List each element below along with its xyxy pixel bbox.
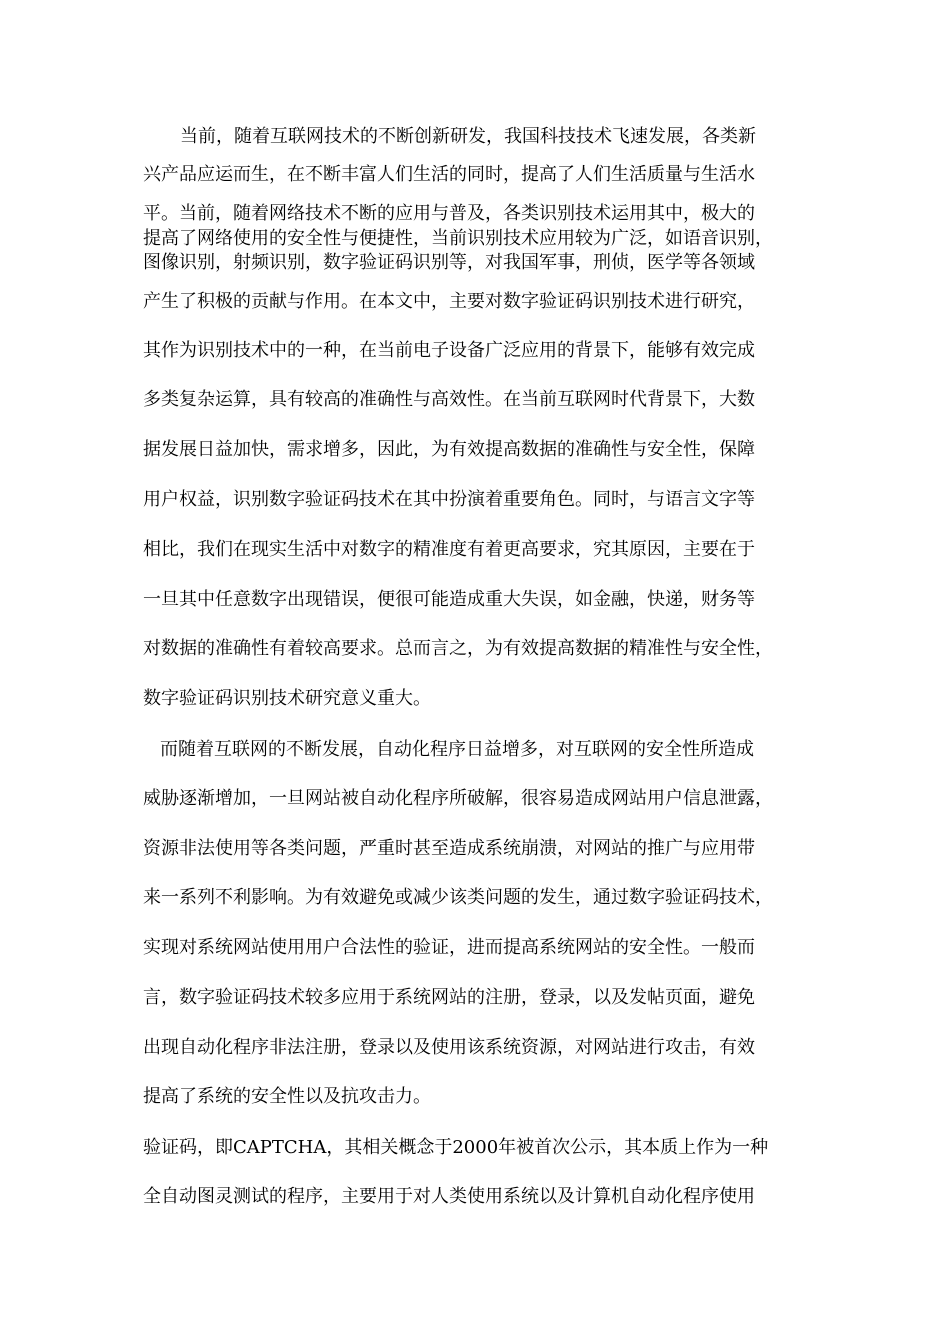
paragraph-line: 用户权益，识别数字验证码技术在其中扮演着重要角色。同时，与语言文字等 — [143, 489, 755, 510]
paragraph-line: 相比，我们在现实生活中对数字的精准度有着更高要求，究其原因，主要在于 — [143, 539, 755, 560]
paragraph-text-serif: 2000 — [452, 1137, 499, 1158]
paragraph-line: 一旦其中任意数字出现错误，便很可能造成重大失误，如金融，快递，财务等 — [143, 589, 755, 610]
paragraph-line: 其作为识别技术中的一种，在当前电子设备广泛应用的背景下，能够有效完成 — [143, 340, 755, 361]
paragraph-line: 平。当前，随着网络技术不断的应用与普及，各类识别技术运用其中，极大的 — [143, 203, 755, 224]
paragraph-text-serif: CAPTCHA — [233, 1137, 327, 1158]
paragraph-line: 提高了网络使用的安全性与便捷性，当前识别技术应用较为广泛，如语音识别， — [143, 228, 773, 249]
paragraph-line: 数字验证码识别技术研究意义重大。 — [143, 688, 431, 709]
paragraph-text-sans: 主要对数字验证码识别技术进行研究， — [449, 291, 755, 312]
paragraph-line: 图像识别，射频识别，数字验证码识别等，对我国军事，刑侦，医学等各领域 — [143, 252, 755, 273]
paragraph-line: 来一系列不利影响。为有效避免或减少该类问题的发生，通过数字验证码技术， — [143, 887, 773, 908]
paragraph-line: 全自动图灵测试的程序，主要用于对人类使用系统以及计算机自动化程序使用 — [143, 1186, 755, 1207]
paragraph-line: 实现对系统网站使用用户合法性的验证，进而提高系统网站的安全性。一般而 — [143, 937, 755, 958]
paragraph-text-sans: ，其相关概念于 — [326, 1137, 453, 1158]
paragraph-text-sans: 验证码，即 — [143, 1137, 233, 1158]
paragraph-text-serif: 而随着互联网的不断发展，自动化程序日益增多， — [160, 739, 556, 760]
paragraph-text-sans: 年被首次公示，其本质上作为一种 — [498, 1137, 769, 1158]
paragraph-line: 言，数字验证码技术较多应用于系统网站的注册，登录，以及发帖页面，避免 — [143, 987, 755, 1008]
paragraph-line: 多类复杂运算，具有较高的准确性与高效性。在当前互联网时代背景下，大数 — [143, 389, 755, 410]
paragraph-line: 兴产品应运而生，在不断丰富人们生活的同时，提高了人们生活质量与生活水 — [143, 164, 755, 185]
paragraph-text-sans: 对互联网的安全性所造成 — [556, 739, 754, 760]
paragraph-line: 据发展日益加快，需求增多，因此，为有效提高数据的准确性与安全性，保障 — [143, 439, 755, 460]
paragraph-line: 资源非法使用等各类问题，严重时甚至造成系统崩溃，对网站的推广与应用带 — [143, 838, 755, 859]
paragraph-line: 提高了系统的安全性以及抗攻击力。 — [143, 1086, 431, 1107]
paragraph-line — [143, 1136, 768, 1158]
paragraph-text-serif: 产生了积极的贡献与作用。在本文中， — [143, 291, 449, 312]
paragraph-line: 对数据的准确性有着较高要求。总而言之，为有效提高数据的精准性与安全性， — [143, 638, 773, 659]
paragraph-line: 出现自动化程序非法注册，登录以及使用该系统资源，对网站进行攻击，有效 — [143, 1037, 755, 1058]
paragraph-line — [143, 290, 755, 312]
paragraph-line — [160, 738, 754, 760]
paragraph-line: 威胁逐渐增加，一旦网站被自动化程序所破解，很容易造成网站用户信息泄露， — [143, 788, 773, 809]
paragraph-line: 当前，随着互联网技术的不断创新研发，我国科技技术飞速发展，各类新 — [180, 126, 756, 147]
